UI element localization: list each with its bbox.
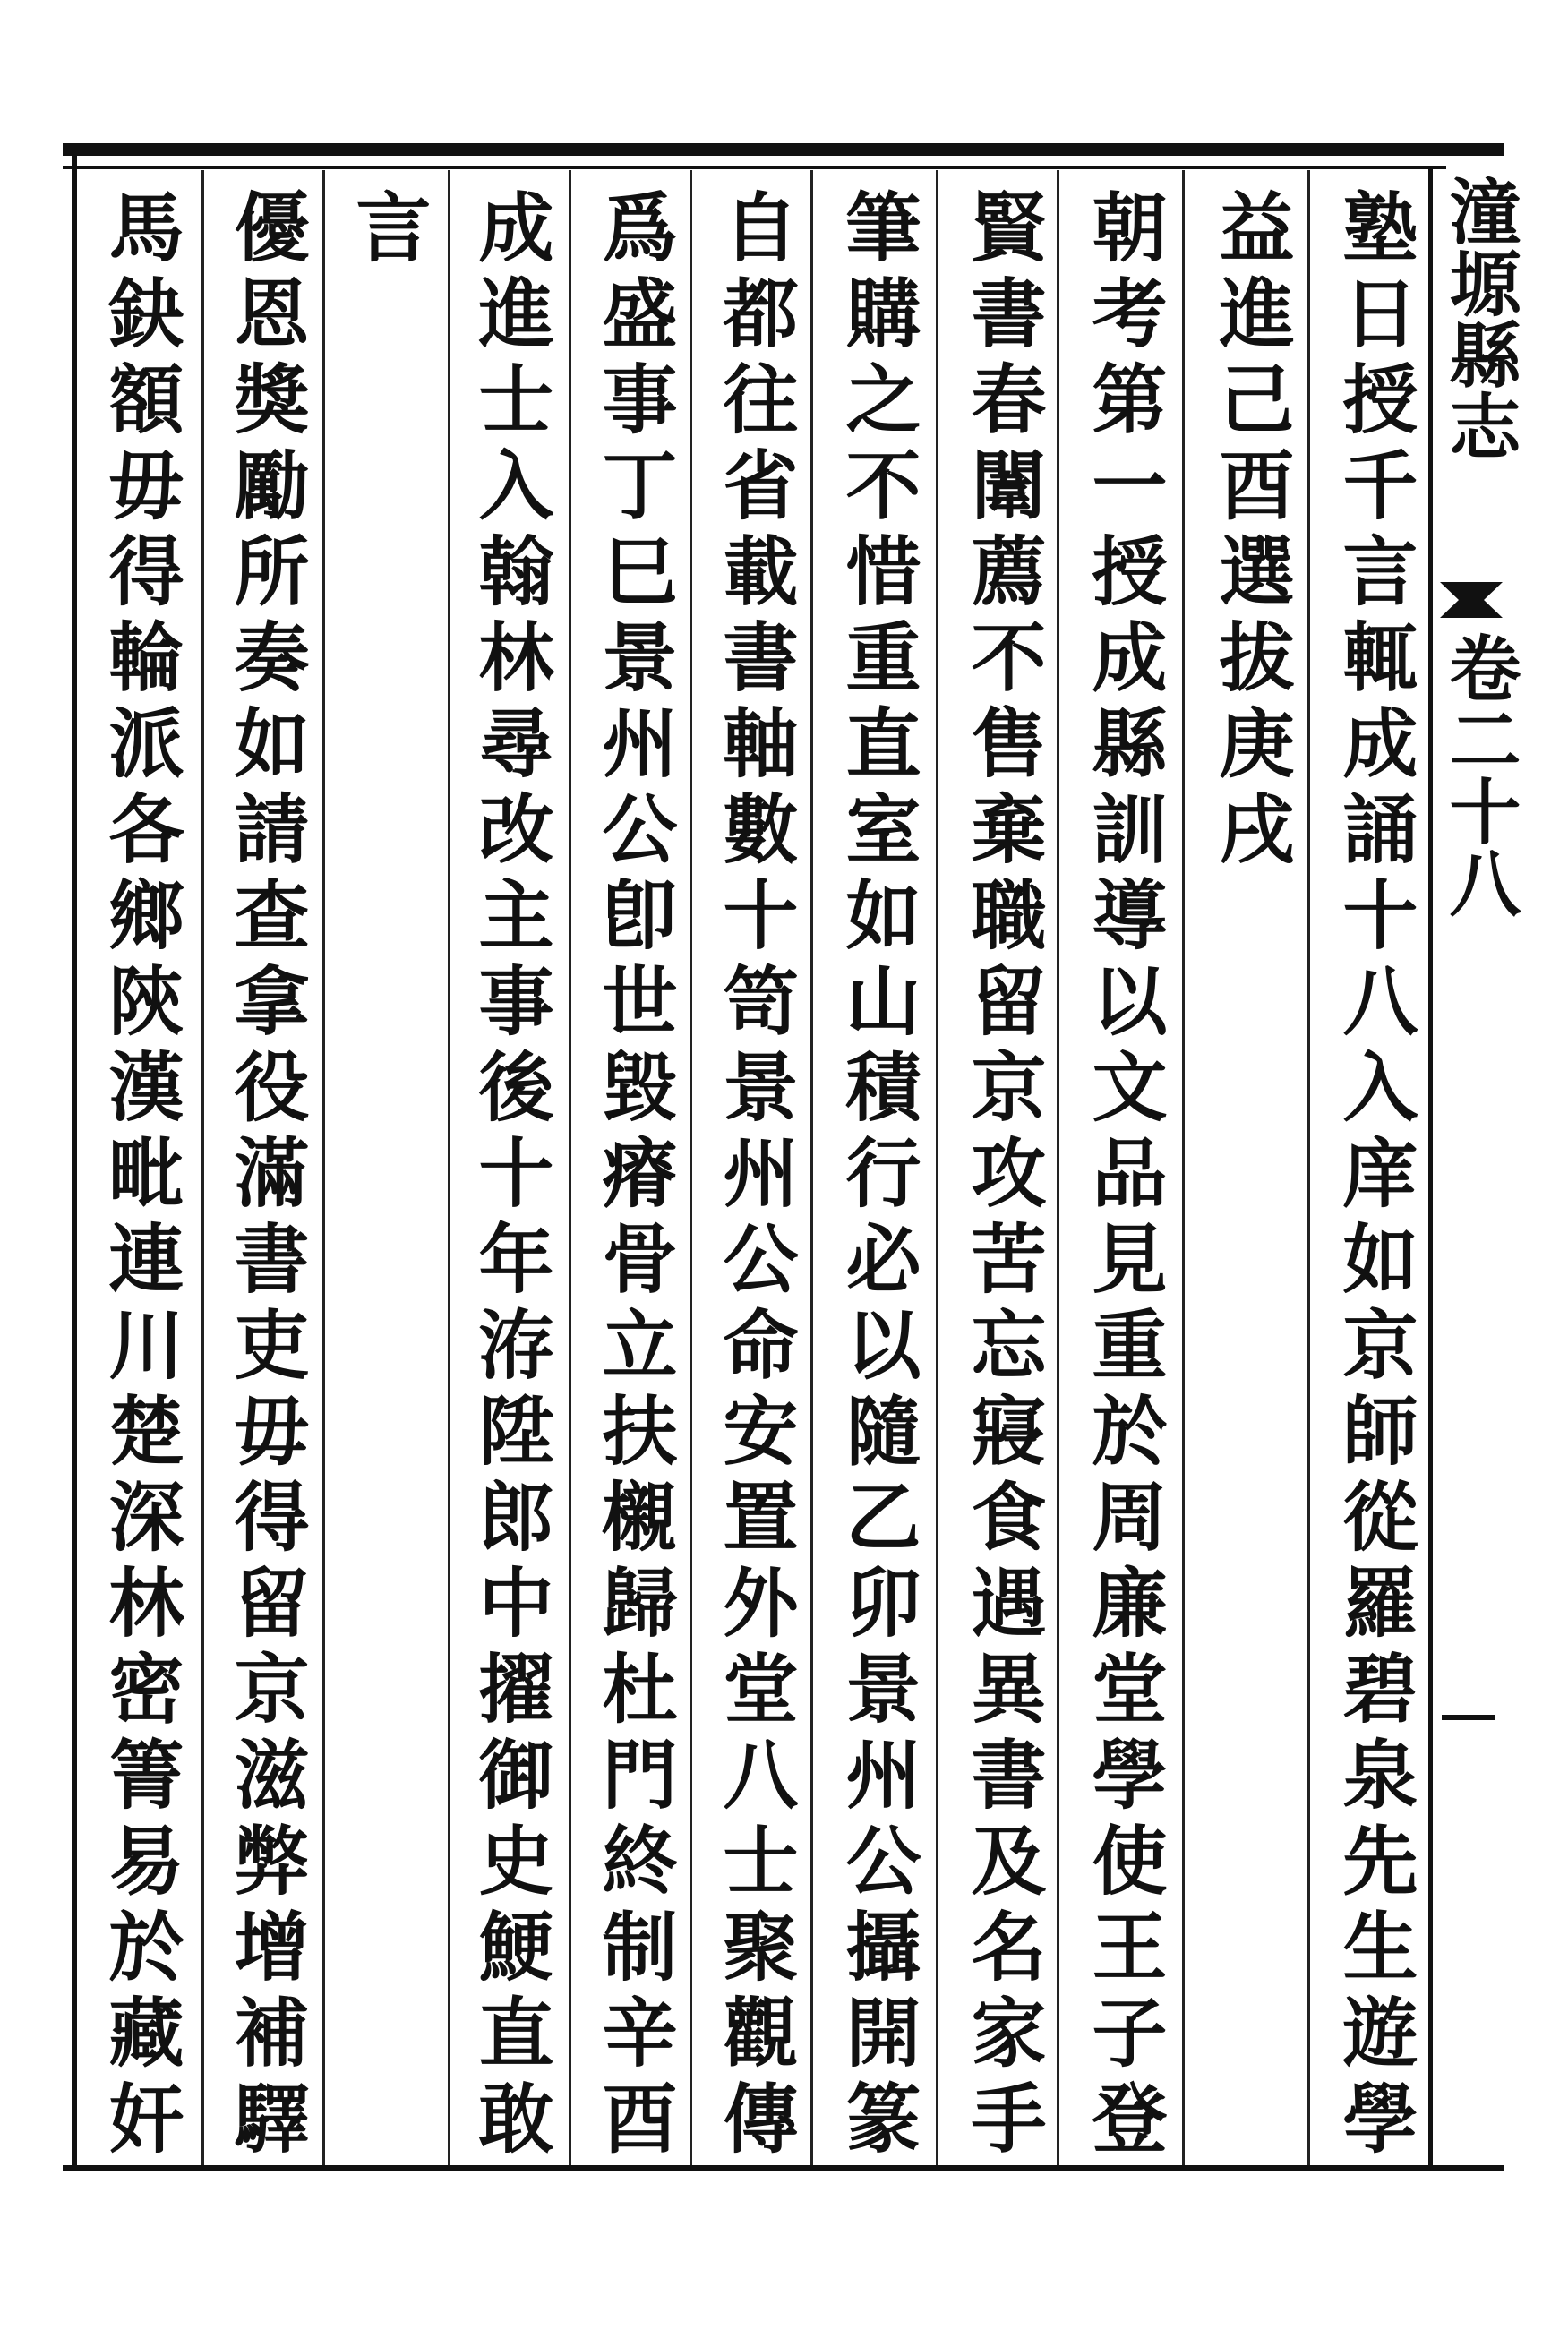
text-column-1 <box>1316 188 1433 2165</box>
text-column-9 <box>330 188 446 2158</box>
text-column-2 <box>1193 188 1309 2158</box>
text-column-5 <box>819 188 936 2165</box>
top-border-thin <box>63 166 1446 169</box>
column-text: 筆購之不惜重直室如山積行必以隨乙卯景州公攝開篆 <box>834 188 922 2165</box>
text-column-7 <box>576 188 692 2165</box>
column-text: 言 <box>344 188 433 274</box>
text-column-6 <box>697 188 813 2165</box>
column-text: 優恩獎勵所奏如請查拿役滿書吏毋得留京滋弊增補驛 <box>222 188 311 2165</box>
top-border-thick <box>63 143 1504 156</box>
column-text: 爲盛事丁巳景州公卽世毀瘠骨立扶櫬歸杜門終制辛酉 <box>590 188 679 2165</box>
text-column-8 <box>452 188 569 2165</box>
page-number-mark <box>1442 1715 1495 1720</box>
column-divider <box>1182 170 1185 2165</box>
column-text: 朝考第一授成縣訓導以文品見重於周廉堂學使王子登 <box>1080 188 1169 2165</box>
bottom-border <box>63 2165 1504 2171</box>
text-column-4 <box>945 188 1061 2165</box>
text-column-10 <box>208 188 324 2165</box>
column-divider <box>201 170 204 2165</box>
column-text: 自都往省載書軸數十笥景州公命安置外堂八士聚觀傳 <box>711 188 800 2165</box>
column-text: 賢書春闈薦不售棄職留京攻苦忘寢食遇異書及名家手 <box>959 188 1048 2165</box>
column-text: 成進士入翰林尋改主事後十年洊陞郎中擢御史鯁直敢 <box>467 188 555 2165</box>
left-border <box>72 143 77 2171</box>
juan-label: 卷二十八 <box>1437 631 1521 918</box>
column-divider <box>936 170 938 2165</box>
column-divider <box>569 170 571 2165</box>
book-title: 潼塬縣志 <box>1437 175 1521 461</box>
column-text: 塾日授千言輒成誦十八入庠如京師從羅碧泉先生遊學 <box>1331 188 1419 2165</box>
text-column-11 <box>82 188 199 2165</box>
text-column-3 <box>1066 188 1182 2165</box>
column-text: 益進己酉選拔庚戌 <box>1207 188 1296 876</box>
page-edge-margin <box>1437 166 1521 2162</box>
column-text: 馬鈌額毋得輪派各鄉陝漢毗連川楚深林密箐易於藏奸 <box>97 188 185 2165</box>
column-divider <box>448 170 450 2165</box>
